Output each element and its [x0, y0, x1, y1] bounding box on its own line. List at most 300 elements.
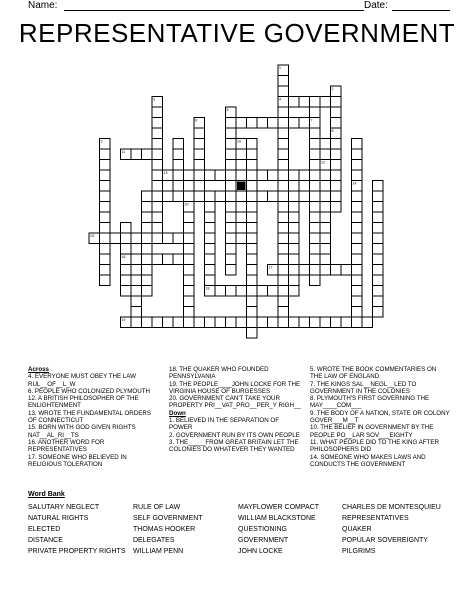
grid-cell[interactable] [131, 149, 142, 160]
grid-cell[interactable] [215, 191, 226, 202]
grid-cell[interactable] [247, 160, 258, 171]
grid-cell[interactable] [320, 223, 331, 234]
grid-cell[interactable] [320, 254, 331, 265]
grid-cell[interactable] [331, 265, 342, 276]
grid-cell[interactable] [289, 97, 300, 108]
grid-cell[interactable] [205, 202, 216, 213]
grid-cell[interactable] [184, 223, 195, 234]
grid-cell[interactable] [247, 149, 258, 160]
grid-cell[interactable] [152, 223, 163, 234]
grid-cell[interactable] [310, 139, 321, 150]
grid-cell[interactable] [205, 275, 216, 286]
grid-cell[interactable] [310, 233, 321, 244]
grid-cell[interactable] [310, 202, 321, 213]
grid-cell[interactable] [121, 233, 132, 244]
grid-cell[interactable] [226, 244, 237, 255]
grid-cell[interactable] [268, 191, 279, 202]
grid-cell[interactable] [352, 160, 363, 171]
word-bank-col-4 [342, 502, 441, 557]
grid-cell[interactable] [247, 118, 258, 129]
grid-cell[interactable] [184, 254, 195, 265]
date-line[interactable] [392, 10, 450, 11]
grid-cell[interactable] [278, 76, 289, 87]
grid-cell[interactable] [299, 191, 310, 202]
grid-cell[interactable] [331, 97, 342, 108]
grid-cell[interactable] [236, 202, 247, 213]
grid-cell[interactable] [142, 233, 153, 244]
grid-cell[interactable] [373, 202, 384, 213]
grid-cell[interactable] [163, 233, 174, 244]
grid-cell[interactable] [184, 212, 195, 223]
grid-cell[interactable] [205, 191, 216, 202]
grid-cell[interactable] [289, 181, 300, 192]
grid-cell[interactable] [205, 223, 216, 234]
grid-cell[interactable] [257, 170, 268, 181]
grid-cell[interactable] [205, 170, 216, 181]
grid-cell[interactable] [142, 191, 153, 202]
grid-cell[interactable] [205, 317, 216, 328]
grid-cell[interactable] [320, 202, 331, 213]
grid-cell[interactable] [352, 254, 363, 265]
grid-cell[interactable] [310, 275, 321, 286]
grid-cell[interactable] [352, 170, 363, 181]
grid-cell[interactable] [184, 307, 195, 318]
grid-cell[interactable] [257, 191, 268, 202]
grid-cell[interactable] [142, 275, 153, 286]
grid-cell[interactable] [184, 233, 195, 244]
grid-cell[interactable] [236, 170, 247, 181]
grid-cell[interactable] [352, 139, 363, 150]
grid-cell[interactable] [184, 275, 195, 286]
grid-cell[interactable] [320, 265, 331, 276]
grid-cell[interactable] [331, 160, 342, 171]
grid-cell[interactable] [121, 244, 132, 255]
grid-cell[interactable] [289, 223, 300, 234]
grid-cell[interactable] [289, 244, 300, 255]
grid-cell[interactable] [100, 223, 111, 234]
grid-cell[interactable] [331, 139, 342, 150]
grid-cell[interactable] [247, 233, 258, 244]
grid-cell[interactable] [310, 223, 321, 234]
grid-cell[interactable] [268, 286, 279, 297]
grid-cell[interactable] [373, 286, 384, 297]
grid-cell[interactable] [320, 181, 331, 192]
grid-cell[interactable] [278, 223, 289, 234]
grid-cell[interactable] [352, 286, 363, 297]
grid-cell[interactable] [320, 244, 331, 255]
grid-cell[interactable] [289, 286, 300, 297]
grid-cell[interactable] [131, 296, 142, 307]
grid-cell[interactable] [247, 296, 258, 307]
grid-cell[interactable] [247, 244, 258, 255]
grid-cell[interactable] [289, 233, 300, 244]
grid-cell[interactable] [194, 160, 205, 171]
grid-cell[interactable] [173, 317, 184, 328]
grid-cell[interactable] [226, 191, 237, 202]
grid-cell[interactable] [373, 181, 384, 192]
grid-cell[interactable] [142, 223, 153, 234]
grid-cell[interactable] [247, 223, 258, 234]
grid-cell[interactable] [331, 317, 342, 328]
grid-cell[interactable] [352, 265, 363, 276]
grid-cell[interactable] [310, 128, 321, 139]
grid-cell[interactable] [289, 265, 300, 276]
word-bank-item: WILLIAM BLACKSTONE [238, 515, 316, 522]
grid-cell[interactable] [320, 170, 331, 181]
grid-cell[interactable] [268, 170, 279, 181]
grid-cell[interactable] [100, 244, 111, 255]
grid-cell[interactable] [131, 244, 142, 255]
grid-cell[interactable] [352, 296, 363, 307]
grid-cell[interactable] [226, 254, 237, 265]
grid-cell[interactable] [152, 212, 163, 223]
grid-cell[interactable] [205, 233, 216, 244]
grid-cell[interactable] [352, 149, 363, 160]
grid-cell[interactable] [257, 118, 268, 129]
grid-cell[interactable] [142, 202, 153, 213]
grid-cell[interactable] [121, 275, 132, 286]
grid-cell[interactable] [278, 118, 289, 129]
grid-cell[interactable] [310, 170, 321, 181]
grid-cell[interactable] [310, 254, 321, 265]
grid-cell[interactable] [247, 254, 258, 265]
grid-cell[interactable] [142, 212, 153, 223]
grid-cell[interactable] [205, 212, 216, 223]
grid-cell[interactable] [194, 149, 205, 160]
grid-cell[interactable] [142, 265, 153, 276]
grid-cell[interactable] [289, 317, 300, 328]
grid-cell[interactable] [152, 191, 163, 202]
grid-cell[interactable] [152, 181, 163, 192]
grid-cell[interactable] [289, 212, 300, 223]
grid-cell[interactable] [173, 160, 184, 171]
grid-cell[interactable] [278, 86, 289, 97]
grid-cell[interactable] [184, 191, 195, 202]
grid-cell[interactable] [152, 254, 163, 265]
grid-cell[interactable] [205, 265, 216, 276]
grid-cell[interactable] [289, 202, 300, 213]
grid-cell[interactable] [289, 191, 300, 202]
grid-cell[interactable] [331, 107, 342, 118]
grid-cell[interactable] [352, 275, 363, 286]
grid-cell[interactable] [352, 307, 363, 318]
grid-cell[interactable] [268, 317, 279, 328]
grid-cell[interactable] [373, 244, 384, 255]
grid-cell[interactable] [341, 317, 352, 328]
grid-cell[interactable] [299, 265, 310, 276]
grid-cell[interactable] [278, 307, 289, 318]
grid-cell[interactable] [236, 286, 247, 297]
grid-cell[interactable] [226, 202, 237, 213]
grid-cell[interactable] [247, 170, 258, 181]
grid-cell[interactable] [257, 317, 268, 328]
grid-cell[interactable] [121, 223, 132, 234]
grid-cell[interactable] [152, 170, 163, 181]
grid-cell[interactable] [331, 202, 342, 213]
grid-cell[interactable] [142, 254, 153, 265]
grid-cell[interactable] [194, 139, 205, 150]
grid-cell[interactable] [100, 202, 111, 213]
crossword-grid [0, 58, 474, 358]
grid-cell[interactable] [278, 265, 289, 276]
grid-cell[interactable] [320, 317, 331, 328]
grid-cell[interactable] [226, 118, 237, 129]
grid-cell[interactable] [100, 170, 111, 181]
name-line[interactable] [64, 10, 364, 11]
grid-cell[interactable] [352, 191, 363, 202]
grid-cell[interactable] [152, 202, 163, 213]
grid-cell[interactable] [226, 317, 237, 328]
grid-cell[interactable] [226, 265, 237, 276]
grid-cell[interactable] [352, 233, 363, 244]
grid-cell[interactable] [320, 139, 331, 150]
grid-cell[interactable] [278, 160, 289, 171]
grid-cell[interactable] [226, 128, 237, 139]
grid-cell[interactable] [320, 233, 331, 244]
grid-cell[interactable] [184, 296, 195, 307]
grid-cell[interactable] [226, 181, 237, 192]
grid-cell[interactable] [247, 286, 258, 297]
grid-cell[interactable] [310, 149, 321, 160]
middle-clues [169, 366, 301, 454]
grid-cell[interactable] [226, 286, 237, 297]
grid-cell[interactable] [278, 296, 289, 307]
grid-cell[interactable] [142, 244, 153, 255]
grid-cell[interactable] [278, 191, 289, 202]
grid-cell[interactable] [310, 107, 321, 118]
grid-cell[interactable] [373, 265, 384, 276]
across-heading: Across [28, 366, 49, 373]
grid-cell[interactable] [152, 160, 163, 171]
grid-cell[interactable] [278, 317, 289, 328]
grid-cell[interactable] [331, 191, 342, 202]
grid-cell[interactable] [184, 170, 195, 181]
grid-cell[interactable] [247, 317, 258, 328]
grid-cell[interactable] [173, 170, 184, 181]
grid-cell[interactable] [373, 212, 384, 223]
grid-cell[interactable] [331, 181, 342, 192]
grid-cell[interactable] [352, 212, 363, 223]
grid-cell[interactable] [247, 212, 258, 223]
grid-cell[interactable] [131, 233, 142, 244]
grid-cell[interactable] [278, 212, 289, 223]
grid-cell[interactable] [278, 275, 289, 286]
grid-cell[interactable] [247, 139, 258, 150]
clue: 13. WROTE THE FUNDAMENTAL ORDERS OF CONNECTICUT [28, 409, 151, 425]
grid-cell[interactable] [331, 118, 342, 129]
grid-cell[interactable] [352, 223, 363, 234]
grid-cell[interactable] [373, 254, 384, 265]
grid-cell[interactable] [257, 286, 268, 297]
grid-cell[interactable] [310, 181, 321, 192]
grid-cell[interactable] [131, 307, 142, 318]
grid-cell[interactable] [173, 149, 184, 160]
grid-cell[interactable] [142, 286, 153, 297]
grid-cell[interactable] [152, 317, 163, 328]
grid-cell[interactable] [362, 317, 373, 328]
grid-cell[interactable] [310, 244, 321, 255]
grid-cell[interactable] [278, 202, 289, 213]
grid-cell[interactable] [310, 160, 321, 171]
grid-cell[interactable] [226, 170, 237, 181]
grid-cell[interactable] [247, 307, 258, 318]
grid-cell[interactable] [236, 118, 247, 129]
grid-cell[interactable] [236, 233, 247, 244]
grid-cell[interactable] [373, 296, 384, 307]
grid-cell[interactable] [173, 191, 184, 202]
grid-cell[interactable] [152, 149, 163, 160]
word-bank-item: PRIVATE PROPERTY RIGHTS [28, 548, 126, 555]
grid-cell[interactable] [226, 160, 237, 171]
grid-cell[interactable] [100, 265, 111, 276]
grid-cell[interactable] [184, 317, 195, 328]
grid-cell[interactable] [100, 181, 111, 192]
grid-cell[interactable] [100, 191, 111, 202]
grid-cell[interactable] [173, 254, 184, 265]
grid-cell[interactable] [215, 317, 226, 328]
grid-cell[interactable] [236, 191, 247, 202]
grid-cell[interactable] [194, 128, 205, 139]
grid-cell[interactable] [236, 149, 247, 160]
grid-cell[interactable] [100, 275, 111, 286]
grid-cell[interactable] [299, 118, 310, 129]
grid-cell[interactable] [173, 181, 184, 192]
grid-cell[interactable] [289, 170, 300, 181]
grid-cell[interactable] [226, 149, 237, 160]
grid-cell[interactable] [320, 97, 331, 108]
grid-cell[interactable] [310, 317, 321, 328]
word-bank-col-3 [238, 502, 319, 557]
grid-cell[interactable] [373, 233, 384, 244]
grid-cell[interactable] [373, 307, 384, 318]
grid-number: 19 [121, 318, 126, 322]
clue: 3. THE_____FROM GREAT BRITAIN LET THE COLONIES DO WHATEVER THEY WANTED [169, 438, 299, 454]
grid-cell[interactable] [320, 212, 331, 223]
clue: 16. ANOTHER WORD FOR REPRESENTATIVES [28, 438, 105, 454]
grid-cell[interactable] [310, 212, 321, 223]
grid-cell[interactable] [278, 128, 289, 139]
grid-cell[interactable] [100, 233, 111, 244]
grid-cell[interactable] [194, 170, 205, 181]
grid-cell[interactable] [289, 275, 300, 286]
grid-cell[interactable] [247, 202, 258, 213]
grid-cell[interactable] [163, 317, 174, 328]
grid-cell[interactable] [236, 223, 247, 234]
grid-cell[interactable] [299, 317, 310, 328]
grid-cell[interactable] [247, 265, 258, 276]
grid-cell[interactable] [205, 254, 216, 265]
grid-cell[interactable] [278, 244, 289, 255]
grid-cell[interactable] [226, 233, 237, 244]
grid-cell[interactable] [194, 317, 205, 328]
grid-cell[interactable] [247, 181, 258, 192]
grid-cell[interactable] [152, 233, 163, 244]
grid-cell[interactable] [236, 160, 247, 171]
grid-cell[interactable] [320, 191, 331, 202]
grid-cell[interactable] [142, 317, 153, 328]
grid-cell[interactable] [142, 149, 153, 160]
grid-cell[interactable] [278, 107, 289, 118]
grid-cell[interactable] [152, 139, 163, 150]
grid-cell[interactable] [310, 97, 321, 108]
grid-cell[interactable] [173, 139, 184, 150]
grid-cell[interactable] [215, 170, 226, 181]
grid-cell[interactable] [194, 191, 205, 202]
grid-cell[interactable] [184, 286, 195, 297]
grid-cell[interactable] [226, 223, 237, 234]
grid-cell[interactable] [215, 286, 226, 297]
grid-cell[interactable] [310, 191, 321, 202]
grid-cell[interactable] [373, 223, 384, 234]
grid-cell[interactable] [194, 181, 205, 192]
grid-cell[interactable] [278, 254, 289, 265]
grid-cell[interactable] [289, 118, 300, 129]
grid-cell[interactable] [352, 202, 363, 213]
grid-cell[interactable] [278, 233, 289, 244]
grid-cell[interactable] [100, 160, 111, 171]
grid-cell[interactable] [236, 212, 247, 223]
grid-cell[interactable] [352, 317, 363, 328]
grid-cell[interactable] [100, 149, 111, 160]
grid-cell[interactable] [278, 181, 289, 192]
grid-cell[interactable] [121, 286, 132, 297]
grid-cell[interactable] [205, 244, 216, 255]
grid-cell[interactable] [131, 317, 142, 328]
grid-cell[interactable] [173, 233, 184, 244]
grid-cell[interactable] [163, 191, 174, 202]
grid-cell[interactable] [278, 286, 289, 297]
clue: 6. PEOPLE WHO COLONIZED PLYMOUTH [28, 387, 150, 395]
word-bank-item: DELEGATES [133, 537, 175, 544]
grid-cell[interactable] [184, 244, 195, 255]
grid-cell[interactable] [121, 265, 132, 276]
grid-cell[interactable] [152, 118, 163, 129]
grid-cell[interactable] [331, 149, 342, 160]
grid-cell[interactable] [331, 170, 342, 181]
grid-cell[interactable] [247, 275, 258, 286]
grid-cell[interactable] [341, 265, 352, 276]
grid-cell[interactable] [110, 233, 121, 244]
grid-cell[interactable] [226, 139, 237, 150]
grid-cell[interactable] [247, 328, 258, 339]
grid-cell[interactable] [131, 265, 142, 276]
grid-cell[interactable] [247, 191, 258, 202]
grid-cell[interactable] [163, 254, 174, 265]
grid-cell[interactable] [278, 170, 289, 181]
grid-cell[interactable] [299, 97, 310, 108]
grid-cell[interactable] [131, 275, 142, 286]
grid-cell[interactable] [373, 275, 384, 286]
grid-cell[interactable] [152, 107, 163, 118]
grid-cell[interactable] [131, 254, 142, 265]
grid-cell[interactable] [310, 265, 321, 276]
grid-cell[interactable] [320, 149, 331, 160]
grid-cell[interactable] [236, 317, 247, 328]
grid-cell[interactable] [352, 244, 363, 255]
grid-cell[interactable] [278, 149, 289, 160]
grid-cell[interactable] [152, 128, 163, 139]
grid-cell[interactable] [278, 139, 289, 150]
grid-cell[interactable] [131, 286, 142, 297]
grid-cell[interactable] [299, 170, 310, 181]
grid-cell[interactable] [100, 212, 111, 223]
grid-cell[interactable] [373, 191, 384, 202]
grid-cell[interactable] [226, 212, 237, 223]
grid-cell[interactable] [100, 254, 111, 265]
grid-cell[interactable] [268, 118, 279, 129]
grid-cell[interactable] [289, 254, 300, 265]
grid-cell[interactable] [184, 265, 195, 276]
